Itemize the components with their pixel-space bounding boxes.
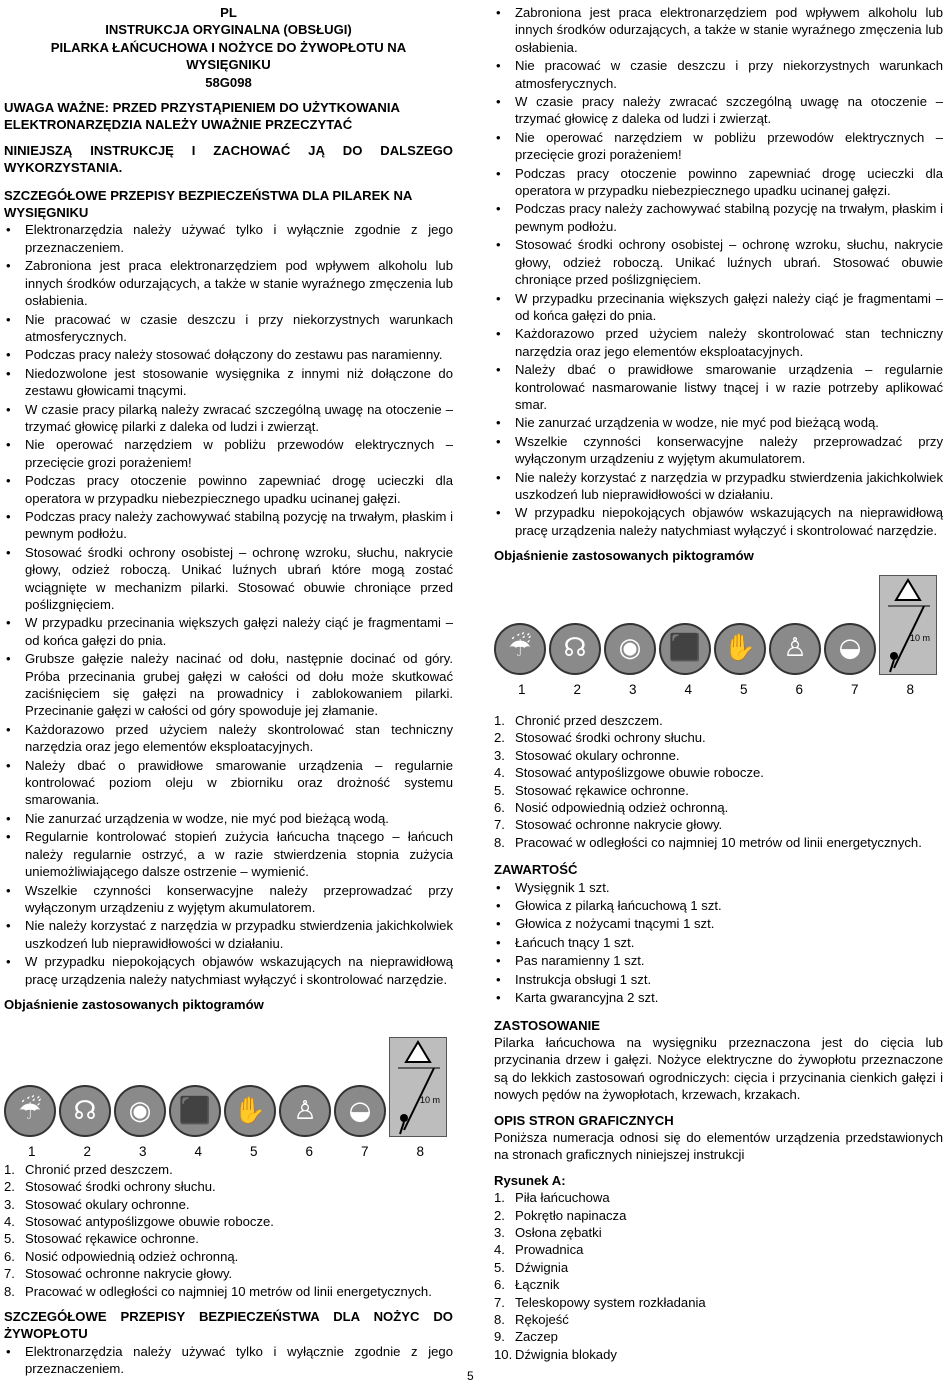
gloves-icon: ✋ [714, 623, 766, 675]
safety-boots-icon: ⬛ [659, 623, 711, 675]
list-item: • Grubsze gałęzie należy nacinać od dołu, następnie docinać od góry. Próba przecinania grubej gałęzi w całości od dołu może skutkować zaciśnięciem się gałęzi na prowadnicy i zablokowaniem pilarki. Przecinanie gałęzi w całości od góry spowoduje jej złamanie. [4, 650, 453, 720]
list-item: • Nie pracować w czasie deszczu i przy niekorzystnych warunkach atmosferycznych. [494, 57, 943, 92]
ear-protection-icon: ☊ [549, 623, 601, 675]
page-number: 5 [467, 1369, 474, 1383]
list-item: • Głowica z pilarką łańcuchową 1 szt. [494, 897, 943, 914]
list-item: 3. Stosować okulary ochronne. [4, 1196, 190, 1212]
pictogram-number: 7 [850, 681, 859, 697]
pictogram-strip-right [494, 575, 943, 698]
protective-clothing-icon: ♙ [769, 623, 821, 675]
helmet-icon: ◒ [334, 1085, 386, 1137]
application-heading: ZASTOSOWANIE [494, 1017, 600, 1033]
safety-boots-icon: ⬛ [169, 1085, 221, 1137]
list-item: 6. Nosić odpowiednią odzież ochronną. [4, 1248, 239, 1264]
keep-instructions-text: NINIEJSZĄ INSTRUKCJĘ I ZACHOWAĆ JĄ DO DALSZEGO WYKORZYSTANIA. [4, 142, 453, 176]
pictogram-number: 3 [628, 681, 637, 697]
no-rain-icon: ☔ [494, 623, 546, 675]
list-item: • Niedozwolone jest stosowanie wysięgnika z innymi niż dołączone do zestawu głowicami tnącymi. [4, 365, 453, 400]
list-item: • Elektronarzędzia należy używać tylko i wyłącznie zgodnie z jego przeznaczeniem. [4, 1343, 453, 1378]
list-item: 10. Dźwignia blokady [494, 1346, 617, 1362]
pictogram-number: 5 [249, 1144, 258, 1160]
list-item: 8. Pracować w odległości co najmniej 10 metrów od linii energetycznych. [494, 834, 922, 850]
pictograms-heading-right: Objaśnienie zastosowanych piktogramów [494, 548, 754, 564]
list-item: • Nie pracować w czasie deszczu i przy niekorzystnych warunkach atmosferycznych. [4, 311, 453, 346]
list-item: 1. Piła łańcuchowa [494, 1190, 610, 1206]
pictogram-number: 7 [360, 1144, 369, 1160]
list-item: • Stosować środki ochrony osobistej – ochronę wzroku, słuchu, nakrycie głowy, odzież roboczą. Unikać luźnych ubrań które mogą zostać wciągnięte w mechanizm pilarki. Stosować obuwie chroniące przed poślizgnięciem. [4, 544, 453, 614]
list-item: 4. Stosować antypoślizgowe obuwie robocze. [4, 1213, 274, 1229]
hedge-rules-list-right [494, 4, 943, 539]
list-item: • Podczas pracy otoczenie powinno zapewniać drogę ucieczki dla operatora w przypadku niebezpiecznego upadku ucinanej gałęzi. [494, 165, 943, 200]
list-item: • Podczas pracy należy stosować dołączony do zestawu pas naramienny. [4, 346, 453, 363]
distance-label: 10 m [420, 1095, 441, 1106]
goggles-icon: ◉ [114, 1085, 166, 1137]
document-title: INSTRUKCJA ORYGINALNA (OBSŁUGI) [105, 22, 352, 38]
list-item: • W czasie pracy pilarką należy zwracać szczególną uwagę na otoczenie – trzymać głowicę pilarki z daleka od ludzi i zwierząt. [4, 401, 453, 436]
list-item: 7. Stosować ochronne nakrycie głowy. [4, 1266, 233, 1282]
pictogram-number: 1 [517, 681, 526, 697]
no-rain-icon: ☔ [4, 1085, 56, 1137]
pictogram-strip-left [4, 1037, 453, 1160]
power-line-distance-icon [389, 1037, 447, 1137]
list-item: • Nie operować narzędziem w pobliżu przewodów elektrycznych – przecięcie grozi porażeniem! [494, 129, 943, 164]
list-item: • Wszelkie czynności konserwacyjne należy przeprowadzać przy wyłączonym urządzeniu z wyjętym akumulatorem. [4, 882, 453, 917]
contents-list [494, 879, 943, 1007]
list-item: • Każdorazowo przed użyciem należy skontrolować stan techniczny narzędzia oraz jego elementów eksploatacyjnych. [4, 721, 453, 756]
list-item: • W czasie pracy należy zwracać szczególną uwagę na otoczenie – trzymać głowicę z daleka od ludzi i zwierząt. [494, 93, 943, 128]
graphics-heading: OPIS STRON GRAFICZNYCH [494, 1112, 674, 1128]
pictogram-number: 5 [739, 681, 748, 697]
pictogram-legend-left [4, 1161, 453, 1300]
list-item: 2. Pokrętło napinacza [494, 1207, 627, 1223]
list-item: • Wszelkie czynności konserwacyjne należy przeprowadzać przy wyłączonym urządzeniu z wyjętym akumulatorem. [494, 433, 943, 468]
pictogram-number: 6 [795, 681, 803, 697]
right-column [494, 4, 943, 1363]
language-code: PL [220, 5, 237, 20]
hedge-rules-heading: SZCZEGÓŁOWE PRZEPISY BEZPIECZEŃSTWA DLA NOŻYC DO ŻYWOPŁOTU [4, 1309, 453, 1342]
pictogram-number: 2 [573, 681, 581, 697]
list-item: 6. Łącznik [494, 1277, 560, 1293]
list-item: 8. Pracować w odległości co najmniej 10 metrów od linii energetycznych. [4, 1283, 432, 1299]
list-item: • Głowica z nożycami tnącymi 1 szt. [494, 915, 943, 932]
list-item: • Zabroniona jest praca elektronarzędziem pod wpływem alkoholu lub innych środków odurzających, a także w stanie wyraźnego zmęczenia lub osłabienia. [4, 257, 453, 309]
pictograms-heading-left: Objaśnienie zastosowanych piktogramów [4, 996, 264, 1012]
list-item: 5. Dźwignia [494, 1259, 569, 1275]
list-item: 9. Zaczep [494, 1329, 558, 1345]
product-title: PILARKA ŁAŃCUCHOWA I NOŻYCE DO ŻYWOPŁOTU NA WYSIĘGNIKU [50, 39, 407, 73]
power-line-distance-icon [879, 575, 937, 675]
list-item: 1. Chronić przed deszczem. [494, 713, 663, 728]
gloves-icon: ✋ [224, 1085, 276, 1137]
contents-heading: ZAWARTOŚĆ [494, 862, 578, 878]
ear-protection-icon: ☊ [59, 1085, 111, 1137]
list-item: • W przypadku przecinania większych gałęzi należy ciąć je fragmentami – od końca gałęzi do pnia. [494, 290, 943, 325]
list-item: • Instrukcja obsługi 1 szt. [494, 971, 943, 988]
list-item: • W przypadku niepokojących objawów wskazujących na nieprawidłową pracę urządzenia należy natychmiast wyłączyć i skontrolować narzędzie. [494, 504, 943, 539]
figure-a-title: Rysunek A: [494, 1172, 566, 1188]
list-item: • Wysięgnik 1 szt. [494, 879, 943, 896]
list-item: • Podczas pracy należy zachowywać stabilną pozycję na trwałym, płaskim i pewnym podłożu. [494, 200, 943, 235]
protective-clothing-icon: ♙ [279, 1085, 331, 1137]
list-item: 5. Stosować rękawice ochronne. [4, 1231, 199, 1247]
list-item: • Podczas pracy otoczenie powinno zapewniać drogę ucieczki dla operatora w przypadku niebezpiecznego upadku ucinanej gałęzi. [4, 472, 453, 507]
list-item: • Nie należy korzystać z narzędzia w przypadku stwierdzenia jakichkolwiek uszkodzeń lub nieprawidłowości w działaniu. [4, 917, 453, 952]
pictogram-number: 4 [684, 681, 692, 697]
list-item: • Łańcuch tnący 1 szt. [494, 934, 943, 951]
list-item: • Zabroniona jest praca elektronarzędziem pod wpływem alkoholu lub innych środków odurzających, a także w stanie wyraźnego zmęczenia lub osłabienia. [494, 4, 943, 56]
list-item: • Nie zanurzać urządzenia w wodze, nie myć pod bieżącą wodą. [494, 414, 943, 431]
list-item: • Podczas pracy należy zachowywać stabilną pozycję na trwałym, płaskim i pewnym podłożu. [4, 508, 453, 543]
model-number: 58G098 [205, 74, 252, 90]
pictogram-number: 8 [416, 1144, 424, 1160]
list-item: • Nie operować narzędziem w pobliżu przewodów elektrycznych – przecięcie grozi porażeniem! [4, 436, 453, 471]
helmet-icon: ◒ [824, 623, 876, 675]
left-column [4, 4, 453, 1379]
saw-rules-list [4, 221, 453, 987]
list-item: 1. Chronić przed deszczem. [4, 1161, 173, 1177]
list-item: • Pas naramienny 1 szt. [494, 952, 943, 969]
graphics-text: Poniższa numeracja odnosi się do elementów urządzenia przedstawionych na stronach graficznych niniejszej instrukcji [494, 1129, 943, 1163]
list-item: • Nie zanurzać urządzenia w wodze, nie myć pod bieżącą wodą. [4, 810, 453, 827]
list-item: • Stosować środki ochrony osobistej – ochronę wzroku, słuchu, nakrycie głowy, odzież roboczą. Unikać luźnych ubrań. Stosować obuwie chroniące przed poślizgnięciem. [494, 236, 943, 288]
figure-a-parts-list [494, 1189, 943, 1363]
list-item: 7. Stosować ochronne nakrycie głowy. [494, 817, 723, 833]
list-item: • Należy dbać o prawidłowe smarowanie urządzenia – regularnie kontrolować poziom oleju w zbiorniku oraz drożność systemu smarowania. [4, 757, 453, 809]
list-item: • Karta gwarancyjna 2 szt. [494, 989, 943, 1006]
saw-rules-heading: SZCZEGÓŁOWE PRZEPISY BEZPIECZEŃSTWA DLA PILAREK NA WYSIĘGNIKU [4, 187, 412, 221]
list-item: 5. Stosować rękawice ochronne. [494, 782, 689, 798]
pictogram-number: 8 [906, 681, 914, 697]
list-item: 4. Stosować antypoślizgowe obuwie robocze. [494, 765, 764, 781]
list-item: • W przypadku niepokojących objawów wskazujących na nieprawidłową pracę urządzenia należy natychmiast wyłączyć i skontrolować narzędzie. [4, 953, 453, 988]
list-item: • Elektronarzędzia należy używać tylko i wyłącznie zgodnie z jego przeznaczeniem. [4, 221, 453, 256]
application-text: Pilarka łańcuchowa na wysięgniku przeznaczona jest do cięcia lub przycinania drzew i gałęzi. Nożyce elektryczne do żywopłotu przeznaczone są do lekkich zastosowań ogrodniczych: cięcia i przycinania cienkich gałęzi i nowych pędów na żywopłotach, krzewach, krzakach. [494, 1034, 943, 1103]
list-item: • Należy dbać o prawidłowe smarowanie urządzenia – regularnie kontrolować nasmarowanie listwy tnącej i w razie potrzeby aplikować smar. [494, 361, 943, 413]
list-item: 3. Osłona zębatki [494, 1224, 602, 1240]
pictogram-number: 1 [27, 1144, 36, 1160]
list-item: • Regularnie kontrolować stopień zużycia łańcucha tnącego – łańcuch należy regularnie ostrzyć, a w razie stwierdzenia stopnia zużycia uniemożliwiającego dalsze ostrzenie – wymienić. [4, 828, 453, 880]
list-item: • Każdorazowo przed użyciem należy skontrolować stan techniczny narzędzia oraz jego elementów eksploatacyjnych. [494, 325, 943, 360]
list-item: • Nie należy korzystać z narzędzia w przypadku stwierdzenia jakichkolwiek uszkodzeń lub nieprawidłowości w działaniu. [494, 469, 943, 504]
list-item: • W przypadku przecinania większych gałęzi należy ciąć je fragmentami – od końca gałęzi do pnia. [4, 614, 453, 649]
list-item: 4. Prowadnica [494, 1242, 584, 1258]
pictogram-number: 4 [194, 1144, 202, 1160]
pictogram-number: 6 [305, 1144, 313, 1160]
hedge-rules-list-left [4, 1343, 453, 1378]
pictogram-number: 2 [83, 1144, 91, 1160]
goggles-icon: ◉ [604, 623, 656, 675]
pictogram-numbers [4, 1143, 453, 1160]
list-item: 7. Teleskopowy system rozkładania [494, 1294, 706, 1310]
list-item: 2. Stosować środki ochrony słuchu. [4, 1179, 216, 1195]
pictogram-legend-right [494, 712, 943, 851]
pictogram-numbers [494, 681, 943, 698]
pictogram-number: 3 [138, 1144, 147, 1160]
list-item: 2. Stosować środki ochrony słuchu. [494, 730, 706, 746]
list-item: 8. Rękojeść [494, 1312, 569, 1327]
list-item: 3. Stosować okulary ochronne. [494, 747, 680, 763]
distance-label: 10 m [910, 632, 931, 643]
warning-text: UWAGA WAŻNE: PRZED PRZYSTĄPIENIEM DO UŻYTKOWANIA ELEKTRONARZĘDZIA NALEŻY UWAŻNIE PRZECZYTAĆ [4, 100, 400, 133]
list-item: 6. Nosić odpowiednią odzież ochronną. [494, 800, 729, 816]
